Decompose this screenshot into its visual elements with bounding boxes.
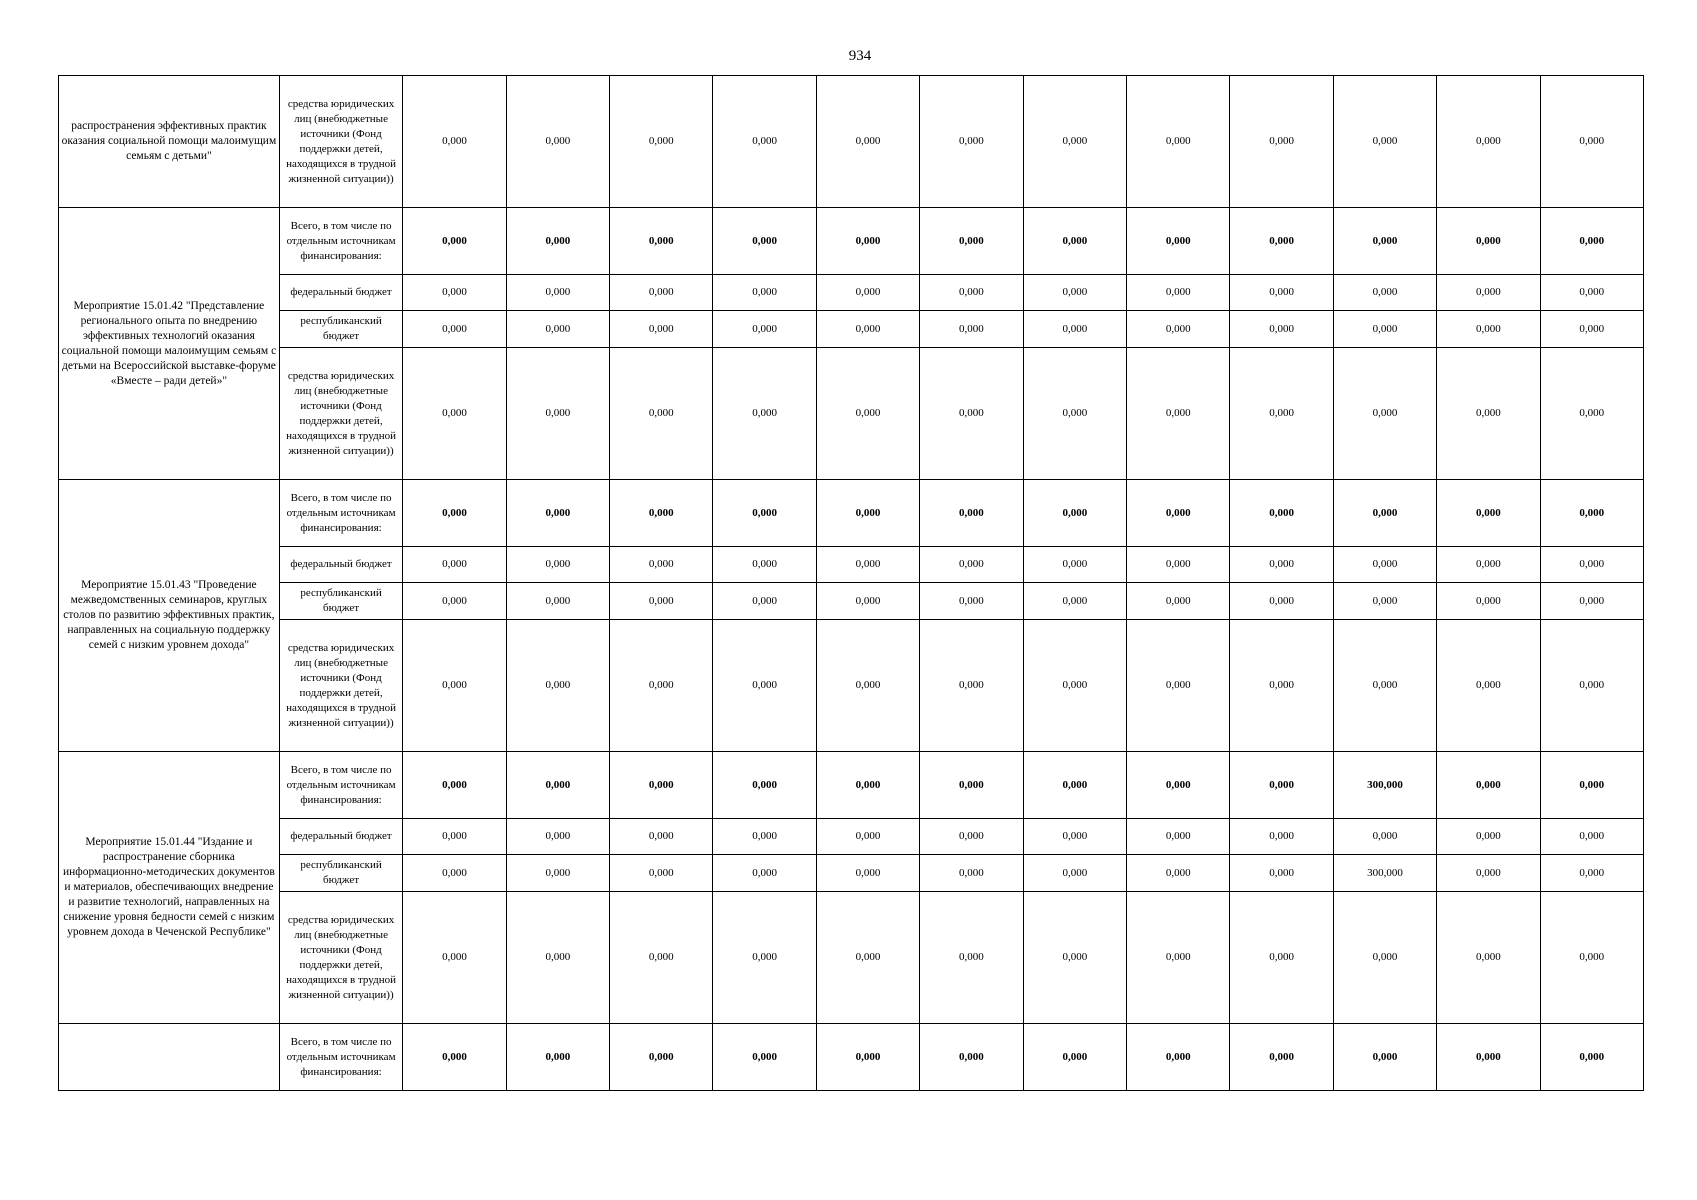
value-cell: 0,000 [1023,547,1126,583]
value-cell: 0,000 [1230,480,1333,547]
value-cell: 0,000 [610,76,713,208]
table-row [59,348,1644,480]
value-cell: 0,000 [816,620,919,752]
value-cell: 0,000 [506,480,609,547]
value-cell: 0,000 [610,208,713,275]
value-cell: 0,000 [816,752,919,819]
value-cell: 0,000 [1333,275,1436,311]
value-cell: 0,000 [610,547,713,583]
value-cell: 0,000 [1127,1024,1230,1091]
value-cell: 0,000 [816,76,919,208]
value-cell: 0,000 [610,1024,713,1091]
value-cell: 0,000 [1127,208,1230,275]
value-cell: 0,000 [713,547,816,583]
value-cell: 0,000 [1127,583,1230,620]
table-row [59,892,1644,1024]
value-cell: 0,000 [1023,480,1126,547]
value-cell: 0,000 [1230,76,1333,208]
table-row [59,311,1644,348]
value-cell: 0,000 [920,1024,1023,1091]
value-cell: 0,000 [1437,1024,1540,1091]
value-cell: 0,000 [1023,76,1126,208]
value-cell: 0,000 [1333,76,1436,208]
source-label-cell: Всего, в том числе по отдельным источникам финансирования: [279,480,402,547]
value-cell: 0,000 [506,583,609,620]
value-cell: 0,000 [1023,583,1126,620]
value-cell: 0,000 [1127,311,1230,348]
value-cell: 0,000 [403,76,506,208]
source-label-cell: федеральный бюджет [279,547,402,583]
table-row [59,1024,1644,1091]
table-row [59,855,1644,892]
value-cell: 0,000 [816,275,919,311]
source-label-cell: Всего, в том числе по отдельным источникам финансирования: [279,752,402,819]
value-cell: 0,000 [506,855,609,892]
value-cell: 0,000 [1540,1024,1643,1091]
source-label-cell: федеральный бюджет [279,275,402,311]
value-cell: 0,000 [1230,208,1333,275]
value-cell: 0,000 [1127,620,1230,752]
table-row [59,819,1644,855]
value-cell: 0,000 [1127,348,1230,480]
value-cell: 0,000 [1540,620,1643,752]
value-cell: 0,000 [713,620,816,752]
value-cell: 0,000 [713,348,816,480]
value-cell: 0,000 [1023,275,1126,311]
value-cell: 0,000 [1540,76,1643,208]
value-cell: 0,000 [713,480,816,547]
value-cell: 0,000 [1540,819,1643,855]
value-cell: 0,000 [1437,819,1540,855]
value-cell: 0,000 [1023,620,1126,752]
value-cell: 0,000 [1437,620,1540,752]
value-cell: 0,000 [506,311,609,348]
value-cell: 0,000 [1230,275,1333,311]
value-cell: 0,000 [1333,208,1436,275]
value-cell: 0,000 [1023,1024,1126,1091]
value-cell: 0,000 [1127,892,1230,1024]
value-cell: 0,000 [1437,311,1540,348]
value-cell: 0,000 [1230,1024,1333,1091]
value-cell: 0,000 [1540,583,1643,620]
value-cell: 0,000 [1333,892,1436,1024]
value-cell: 0,000 [920,311,1023,348]
value-cell: 0,000 [1127,752,1230,819]
value-cell: 0,000 [816,855,919,892]
value-cell: 0,000 [1127,855,1230,892]
value-cell: 0,000 [1540,208,1643,275]
source-label-cell: средства юридических лиц (внебюджетные источники (Фонд поддержки детей, находящихся в трудной жизненной ситуации)) [279,76,402,208]
value-cell: 0,000 [1333,620,1436,752]
value-cell: 0,000 [1333,311,1436,348]
value-cell: 0,000 [506,547,609,583]
value-cell: 0,000 [816,208,919,275]
value-cell: 0,000 [816,348,919,480]
value-cell: 0,000 [1540,480,1643,547]
value-cell: 0,000 [403,480,506,547]
source-label-cell: республиканский бюджет [279,855,402,892]
value-cell: 0,000 [403,620,506,752]
value-cell: 0,000 [1230,348,1333,480]
value-cell: 0,000 [816,583,919,620]
value-cell: 0,000 [403,275,506,311]
value-cell: 0,000 [403,1024,506,1091]
value-cell: 0,000 [920,76,1023,208]
value-cell: 0,000 [1127,480,1230,547]
value-cell: 0,000 [1540,855,1643,892]
value-cell: 0,000 [506,208,609,275]
value-cell: 0,000 [1437,892,1540,1024]
value-cell: 0,000 [403,583,506,620]
value-cell: 0,000 [1023,348,1126,480]
value-cell: 0,000 [713,892,816,1024]
value-cell: 0,000 [1230,752,1333,819]
value-cell: 0,000 [610,855,713,892]
value-cell: 0,000 [816,819,919,855]
value-cell: 0,000 [1230,547,1333,583]
value-cell: 0,000 [1540,311,1643,348]
value-cell: 0,000 [403,348,506,480]
source-label-cell: Всего, в том числе по отдельным источникам финансирования: [279,208,402,275]
value-cell: 0,000 [403,547,506,583]
activity-name-cell: распространения эффективных практик оказания социальной помощи малоимущим семьям с детьми" [59,76,280,208]
value-cell: 0,000 [403,855,506,892]
value-cell: 0,000 [610,311,713,348]
value-cell: 0,000 [1333,819,1436,855]
value-cell: 0,000 [506,275,609,311]
value-cell: 0,000 [1437,208,1540,275]
table-row [59,76,1644,208]
value-cell: 0,000 [1333,348,1436,480]
value-cell: 0,000 [1540,348,1643,480]
value-cell: 0,000 [610,819,713,855]
value-cell: 0,000 [920,348,1023,480]
value-cell: 0,000 [816,892,919,1024]
value-cell: 0,000 [506,620,609,752]
value-cell: 0,000 [713,76,816,208]
value-cell: 0,000 [1540,275,1643,311]
value-cell: 0,000 [506,752,609,819]
value-cell: 0,000 [1230,892,1333,1024]
value-cell: 0,000 [713,819,816,855]
source-label-cell: средства юридических лиц (внебюджетные источники (Фонд поддержки детей, находящихся в трудной жизненной ситуации)) [279,620,402,752]
value-cell: 0,000 [610,348,713,480]
value-cell: 300,000 [1333,752,1436,819]
source-label-cell: республиканский бюджет [279,311,402,348]
value-cell: 0,000 [920,547,1023,583]
value-cell: 0,000 [1437,855,1540,892]
activity-name-cell: Мероприятие 15.01.44 "Издание и распространение сборника информационно-методических документов и материалов, обеспечивающих внедрение и развитие технологий, направленных на снижение уровня бедности семей с низким уровнем дохода в Чеченской Республике" [59,752,280,1024]
value-cell: 0,000 [816,1024,919,1091]
value-cell: 0,000 [1333,547,1436,583]
table-row [59,620,1644,752]
value-cell: 0,000 [1023,208,1126,275]
value-cell: 0,000 [920,583,1023,620]
activity-name-cell [59,1024,280,1091]
value-cell: 0,000 [1437,752,1540,819]
value-cell: 0,000 [920,892,1023,1024]
value-cell: 0,000 [1230,819,1333,855]
activity-name-cell: Мероприятие 15.01.43 "Проведение межведомственных семинаров, круглых столов по развитию эффективных практик, направленных на социальную поддержку семей с низким уровнем дохода" [59,480,280,752]
value-cell: 0,000 [610,583,713,620]
table-row [59,275,1644,311]
value-cell: 0,000 [403,208,506,275]
value-cell: 0,000 [1540,547,1643,583]
value-cell: 0,000 [403,311,506,348]
value-cell: 0,000 [1437,547,1540,583]
table-row [59,208,1644,275]
value-cell: 0,000 [920,819,1023,855]
value-cell: 0,000 [610,275,713,311]
budget-table [58,75,1644,1091]
value-cell: 0,000 [1023,855,1126,892]
table-row [59,547,1644,583]
source-label-cell: средства юридических лиц (внебюджетные источники (Фонд поддержки детей, находящихся в трудной жизненной ситуации)) [279,892,402,1024]
value-cell: 0,000 [713,208,816,275]
value-cell: 0,000 [403,892,506,1024]
activity-name-cell: Мероприятие 15.01.42 "Представление регионального опыта по внедрению эффективных технологий оказания социальной помощи малоимущим семьям с детьми на Всероссийской выставке-форуме «Вместе – ради детей»" [59,208,280,480]
page-number: 934 [848,48,872,64]
value-cell: 0,000 [920,620,1023,752]
value-cell: 0,000 [506,819,609,855]
value-cell: 0,000 [506,892,609,1024]
value-cell: 0,000 [506,76,609,208]
value-cell: 0,000 [610,620,713,752]
value-cell: 0,000 [816,547,919,583]
value-cell: 0,000 [1333,1024,1436,1091]
value-cell: 0,000 [920,480,1023,547]
value-cell: 0,000 [403,752,506,819]
value-cell: 0,000 [1333,583,1436,620]
value-cell: 0,000 [1230,620,1333,752]
value-cell: 0,000 [610,480,713,547]
value-cell: 0,000 [920,275,1023,311]
value-cell: 0,000 [920,752,1023,819]
value-cell: 0,000 [1127,819,1230,855]
value-cell: 0,000 [1230,855,1333,892]
table-row [59,752,1644,819]
value-cell: 0,000 [1540,892,1643,1024]
value-cell: 0,000 [920,208,1023,275]
value-cell: 0,000 [713,583,816,620]
value-cell: 0,000 [403,819,506,855]
value-cell: 0,000 [713,275,816,311]
source-label-cell: средства юридических лиц (внебюджетные источники (Фонд поддержки детей, находящихся в трудной жизненной ситуации)) [279,348,402,480]
value-cell: 0,000 [1540,752,1643,819]
value-cell: 0,000 [1437,76,1540,208]
value-cell: 0,000 [1023,752,1126,819]
value-cell: 0,000 [610,752,713,819]
value-cell: 0,000 [920,855,1023,892]
value-cell: 0,000 [713,855,816,892]
value-cell: 0,000 [1127,275,1230,311]
value-cell: 0,000 [1230,583,1333,620]
value-cell: 0,000 [506,1024,609,1091]
value-cell: 0,000 [1230,311,1333,348]
value-cell: 0,000 [610,892,713,1024]
value-cell: 0,000 [1437,480,1540,547]
value-cell: 0,000 [506,348,609,480]
table-row [59,583,1644,620]
value-cell: 0,000 [713,752,816,819]
value-cell: 0,000 [1437,348,1540,480]
value-cell: 0,000 [1127,547,1230,583]
value-cell: 0,000 [1023,311,1126,348]
value-cell: 0,000 [1023,892,1126,1024]
table-row [59,480,1644,547]
value-cell: 300,000 [1333,855,1436,892]
source-label-cell: республиканский бюджет [279,583,402,620]
value-cell: 0,000 [1127,76,1230,208]
source-label-cell: федеральный бюджет [279,819,402,855]
value-cell: 0,000 [713,311,816,348]
value-cell: 0,000 [816,480,919,547]
value-cell: 0,000 [1023,819,1126,855]
source-label-cell: Всего, в том числе по отдельным источникам финансирования: [279,1024,402,1091]
value-cell: 0,000 [1437,583,1540,620]
value-cell: 0,000 [816,311,919,348]
value-cell: 0,000 [1333,480,1436,547]
value-cell: 0,000 [713,1024,816,1091]
value-cell: 0,000 [1437,275,1540,311]
